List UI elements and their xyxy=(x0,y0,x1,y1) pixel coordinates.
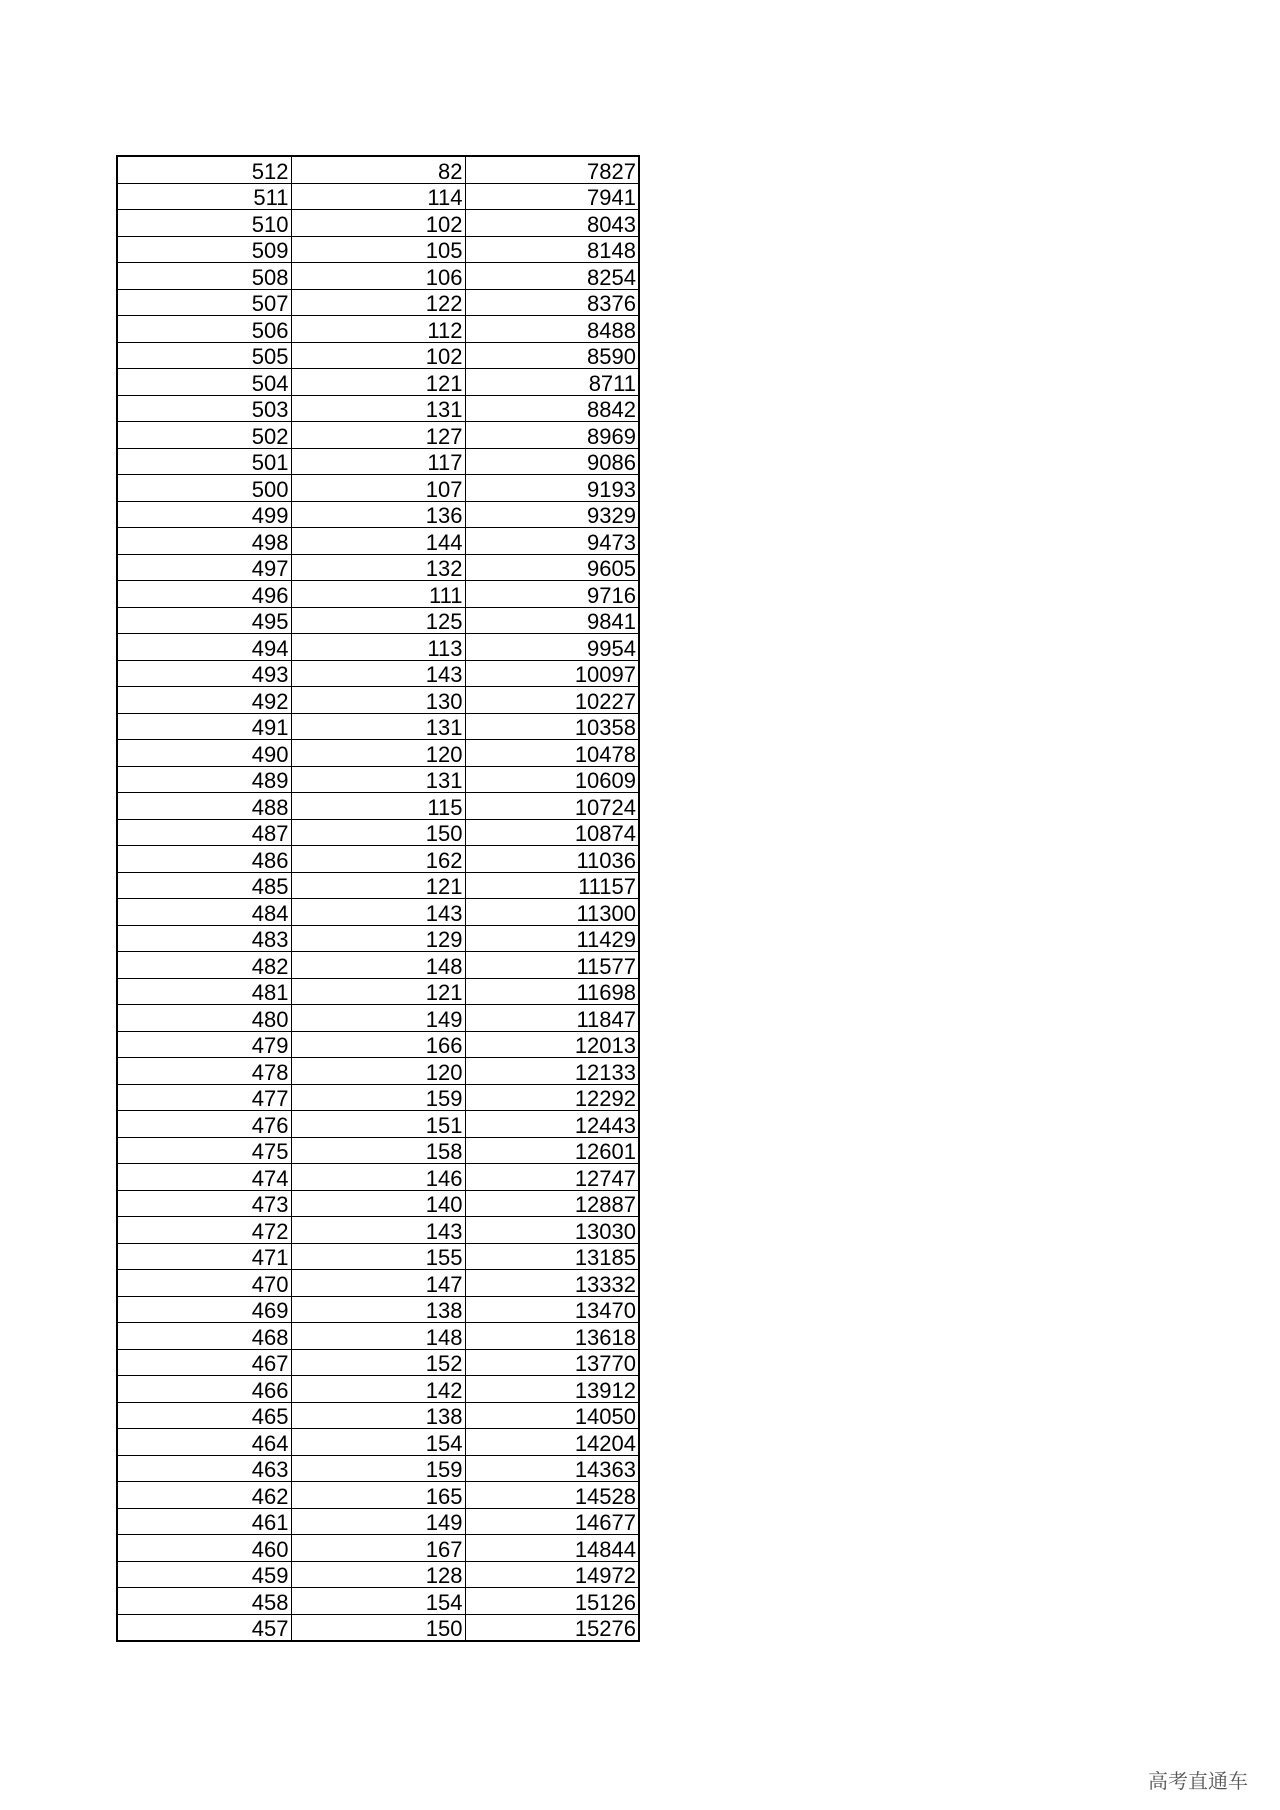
score-cell: 465 xyxy=(117,1402,291,1429)
table-row xyxy=(117,1270,639,1297)
score-cell: 476 xyxy=(117,1111,291,1138)
cumulative-cell: 11300 xyxy=(465,899,639,926)
cumulative-cell: 13912 xyxy=(465,1376,639,1403)
count-cell: 166 xyxy=(291,1031,465,1058)
table-row xyxy=(117,1084,639,1111)
count-cell: 165 xyxy=(291,1482,465,1509)
count-cell: 122 xyxy=(291,289,465,316)
count-cell: 130 xyxy=(291,687,465,714)
count-cell: 138 xyxy=(291,1296,465,1323)
score-cell: 506 xyxy=(117,316,291,343)
cumulative-cell: 13470 xyxy=(465,1296,639,1323)
cumulative-cell: 9841 xyxy=(465,607,639,634)
cumulative-cell: 13030 xyxy=(465,1217,639,1244)
table-row xyxy=(117,156,639,183)
cumulative-cell: 9193 xyxy=(465,475,639,502)
table-row xyxy=(117,687,639,714)
table-row xyxy=(117,369,639,396)
count-cell: 121 xyxy=(291,369,465,396)
table-row xyxy=(117,1296,639,1323)
cumulative-cell: 14528 xyxy=(465,1482,639,1509)
watermark-text: 高考直通车 xyxy=(1148,1771,1248,1793)
table-row xyxy=(117,766,639,793)
table-row xyxy=(117,1402,639,1429)
count-cell: 102 xyxy=(291,342,465,369)
cumulative-cell: 9716 xyxy=(465,581,639,608)
table-row xyxy=(117,978,639,1005)
score-cell: 457 xyxy=(117,1614,291,1641)
count-cell: 152 xyxy=(291,1349,465,1376)
cumulative-cell: 9329 xyxy=(465,501,639,528)
count-cell: 143 xyxy=(291,660,465,687)
cumulative-cell: 10358 xyxy=(465,713,639,740)
table-row xyxy=(117,581,639,608)
score-cell: 459 xyxy=(117,1561,291,1588)
table-row xyxy=(117,1455,639,1482)
table-row xyxy=(117,1508,639,1535)
table-row xyxy=(117,1376,639,1403)
score-cell: 470 xyxy=(117,1270,291,1297)
count-cell: 148 xyxy=(291,952,465,979)
count-cell: 148 xyxy=(291,1323,465,1350)
cumulative-cell: 10097 xyxy=(465,660,639,687)
score-cell: 496 xyxy=(117,581,291,608)
count-cell: 117 xyxy=(291,448,465,475)
cumulative-cell: 14050 xyxy=(465,1402,639,1429)
count-cell: 115 xyxy=(291,793,465,820)
table-row xyxy=(117,554,639,581)
cumulative-cell: 8711 xyxy=(465,369,639,396)
score-cell: 482 xyxy=(117,952,291,979)
score-cell: 505 xyxy=(117,342,291,369)
score-cell: 501 xyxy=(117,448,291,475)
table-row xyxy=(117,1323,639,1350)
count-cell: 151 xyxy=(291,1111,465,1138)
count-cell: 159 xyxy=(291,1455,465,1482)
table-row xyxy=(117,1137,639,1164)
count-cell: 102 xyxy=(291,210,465,237)
score-cell: 474 xyxy=(117,1164,291,1191)
cumulative-cell: 14204 xyxy=(465,1429,639,1456)
cumulative-cell: 11429 xyxy=(465,925,639,952)
score-cell: 489 xyxy=(117,766,291,793)
table-row xyxy=(117,1535,639,1562)
cumulative-cell: 8969 xyxy=(465,422,639,449)
count-cell: 147 xyxy=(291,1270,465,1297)
table-row xyxy=(117,713,639,740)
cumulative-cell: 8488 xyxy=(465,316,639,343)
count-cell: 129 xyxy=(291,925,465,952)
table-row xyxy=(117,1217,639,1244)
table-row xyxy=(117,210,639,237)
cumulative-cell: 7941 xyxy=(465,183,639,210)
cumulative-cell: 14363 xyxy=(465,1455,639,1482)
table-row xyxy=(117,1111,639,1138)
table-row xyxy=(117,1429,639,1456)
score-cell: 491 xyxy=(117,713,291,740)
count-cell: 154 xyxy=(291,1588,465,1615)
count-cell: 121 xyxy=(291,872,465,899)
count-cell: 136 xyxy=(291,501,465,528)
cumulative-cell: 13618 xyxy=(465,1323,639,1350)
score-cell: 484 xyxy=(117,899,291,926)
count-cell: 140 xyxy=(291,1190,465,1217)
score-cell: 466 xyxy=(117,1376,291,1403)
cumulative-cell: 15126 xyxy=(465,1588,639,1615)
cumulative-cell: 8148 xyxy=(465,236,639,263)
table-row xyxy=(117,740,639,767)
score-cell: 467 xyxy=(117,1349,291,1376)
cumulative-cell: 15276 xyxy=(465,1614,639,1641)
table-row xyxy=(117,1031,639,1058)
cumulative-cell: 9605 xyxy=(465,554,639,581)
score-cell: 458 xyxy=(117,1588,291,1615)
score-cell: 511 xyxy=(117,183,291,210)
count-cell: 162 xyxy=(291,846,465,873)
table-row xyxy=(117,793,639,820)
table-row xyxy=(117,1561,639,1588)
count-cell: 132 xyxy=(291,554,465,581)
table-row xyxy=(117,1482,639,1509)
count-cell: 143 xyxy=(291,899,465,926)
score-cell: 498 xyxy=(117,528,291,555)
table-row xyxy=(117,899,639,926)
score-cell: 510 xyxy=(117,210,291,237)
count-cell: 143 xyxy=(291,1217,465,1244)
count-cell: 131 xyxy=(291,766,465,793)
count-cell: 154 xyxy=(291,1429,465,1456)
score-cell: 504 xyxy=(117,369,291,396)
count-cell: 127 xyxy=(291,422,465,449)
score-table xyxy=(116,155,640,1642)
count-cell: 159 xyxy=(291,1084,465,1111)
table-row xyxy=(117,1190,639,1217)
score-cell: 507 xyxy=(117,289,291,316)
score-cell: 483 xyxy=(117,925,291,952)
table-row xyxy=(117,316,639,343)
table-row xyxy=(117,1058,639,1085)
count-cell: 125 xyxy=(291,607,465,634)
score-cell: 461 xyxy=(117,1508,291,1535)
cumulative-cell: 9954 xyxy=(465,634,639,661)
table-row xyxy=(117,183,639,210)
score-cell: 512 xyxy=(117,156,291,183)
cumulative-cell: 10724 xyxy=(465,793,639,820)
table-row xyxy=(117,342,639,369)
table-row xyxy=(117,1164,639,1191)
score-cell: 478 xyxy=(117,1058,291,1085)
cumulative-cell: 10227 xyxy=(465,687,639,714)
count-cell: 105 xyxy=(291,236,465,263)
score-cell: 500 xyxy=(117,475,291,502)
table-row xyxy=(117,634,639,661)
count-cell: 112 xyxy=(291,316,465,343)
score-cell: 485 xyxy=(117,872,291,899)
table-row xyxy=(117,236,639,263)
cumulative-cell: 10874 xyxy=(465,819,639,846)
score-cell: 471 xyxy=(117,1243,291,1270)
cumulative-cell: 12443 xyxy=(465,1111,639,1138)
score-cell: 472 xyxy=(117,1217,291,1244)
table-row xyxy=(117,607,639,634)
score-cell: 481 xyxy=(117,978,291,1005)
score-cell: 493 xyxy=(117,660,291,687)
table-row xyxy=(117,501,639,528)
score-cell: 488 xyxy=(117,793,291,820)
cumulative-cell: 8842 xyxy=(465,395,639,422)
table-row xyxy=(117,952,639,979)
count-cell: 144 xyxy=(291,528,465,555)
cumulative-cell: 9086 xyxy=(465,448,639,475)
table-row xyxy=(117,819,639,846)
count-cell: 120 xyxy=(291,1058,465,1085)
count-cell: 155 xyxy=(291,1243,465,1270)
score-cell: 479 xyxy=(117,1031,291,1058)
score-cell: 503 xyxy=(117,395,291,422)
count-cell: 113 xyxy=(291,634,465,661)
score-cell: 462 xyxy=(117,1482,291,1509)
cumulative-cell: 8043 xyxy=(465,210,639,237)
count-cell: 121 xyxy=(291,978,465,1005)
table-row xyxy=(117,395,639,422)
table-row xyxy=(117,448,639,475)
cumulative-cell: 7827 xyxy=(465,156,639,183)
table-row xyxy=(117,1243,639,1270)
score-cell: 460 xyxy=(117,1535,291,1562)
count-cell: 149 xyxy=(291,1005,465,1032)
table-row xyxy=(117,872,639,899)
score-table-body xyxy=(117,156,639,1641)
cumulative-cell: 11847 xyxy=(465,1005,639,1032)
score-cell: 502 xyxy=(117,422,291,449)
cumulative-cell: 10478 xyxy=(465,740,639,767)
score-cell: 463 xyxy=(117,1455,291,1482)
cumulative-cell: 12887 xyxy=(465,1190,639,1217)
count-cell: 131 xyxy=(291,713,465,740)
cumulative-cell: 14677 xyxy=(465,1508,639,1535)
table-row xyxy=(117,660,639,687)
table-row xyxy=(117,1349,639,1376)
table-row xyxy=(117,846,639,873)
count-cell: 138 xyxy=(291,1402,465,1429)
score-cell: 487 xyxy=(117,819,291,846)
cumulative-cell: 10609 xyxy=(465,766,639,793)
score-cell: 475 xyxy=(117,1137,291,1164)
cumulative-cell: 13332 xyxy=(465,1270,639,1297)
score-cell: 473 xyxy=(117,1190,291,1217)
score-cell: 477 xyxy=(117,1084,291,1111)
count-cell: 167 xyxy=(291,1535,465,1562)
score-cell: 486 xyxy=(117,846,291,873)
table-row xyxy=(117,1005,639,1032)
score-cell: 492 xyxy=(117,687,291,714)
cumulative-cell: 12133 xyxy=(465,1058,639,1085)
cumulative-cell: 12292 xyxy=(465,1084,639,1111)
cumulative-cell: 14972 xyxy=(465,1561,639,1588)
cumulative-cell: 11698 xyxy=(465,978,639,1005)
score-cell: 495 xyxy=(117,607,291,634)
count-cell: 128 xyxy=(291,1561,465,1588)
count-cell: 150 xyxy=(291,1614,465,1641)
count-cell: 150 xyxy=(291,819,465,846)
count-cell: 106 xyxy=(291,263,465,290)
table-row xyxy=(117,528,639,555)
count-cell: 158 xyxy=(291,1137,465,1164)
cumulative-cell: 8590 xyxy=(465,342,639,369)
cumulative-cell: 9473 xyxy=(465,528,639,555)
cumulative-cell: 12601 xyxy=(465,1137,639,1164)
count-cell: 114 xyxy=(291,183,465,210)
score-cell: 509 xyxy=(117,236,291,263)
score-cell: 469 xyxy=(117,1296,291,1323)
score-cell: 464 xyxy=(117,1429,291,1456)
count-cell: 131 xyxy=(291,395,465,422)
count-cell: 149 xyxy=(291,1508,465,1535)
table-row xyxy=(117,263,639,290)
cumulative-cell: 11157 xyxy=(465,872,639,899)
score-cell: 497 xyxy=(117,554,291,581)
score-cell: 490 xyxy=(117,740,291,767)
score-cell: 494 xyxy=(117,634,291,661)
table-row xyxy=(117,1588,639,1615)
table-row xyxy=(117,925,639,952)
score-cell: 508 xyxy=(117,263,291,290)
count-cell: 120 xyxy=(291,740,465,767)
cumulative-cell: 12747 xyxy=(465,1164,639,1191)
cumulative-cell: 11577 xyxy=(465,952,639,979)
cumulative-cell: 12013 xyxy=(465,1031,639,1058)
table-row xyxy=(117,422,639,449)
cumulative-cell: 8254 xyxy=(465,263,639,290)
count-cell: 146 xyxy=(291,1164,465,1191)
cumulative-cell: 8376 xyxy=(465,289,639,316)
cumulative-cell: 11036 xyxy=(465,846,639,873)
table-row xyxy=(117,1614,639,1641)
cumulative-cell: 13770 xyxy=(465,1349,639,1376)
score-cell: 480 xyxy=(117,1005,291,1032)
cumulative-cell: 13185 xyxy=(465,1243,639,1270)
count-cell: 107 xyxy=(291,475,465,502)
count-cell: 142 xyxy=(291,1376,465,1403)
table-row xyxy=(117,289,639,316)
table-row xyxy=(117,475,639,502)
score-cell: 468 xyxy=(117,1323,291,1350)
count-cell: 82 xyxy=(291,156,465,183)
score-cell: 499 xyxy=(117,501,291,528)
count-cell: 111 xyxy=(291,581,465,608)
cumulative-cell: 14844 xyxy=(465,1535,639,1562)
